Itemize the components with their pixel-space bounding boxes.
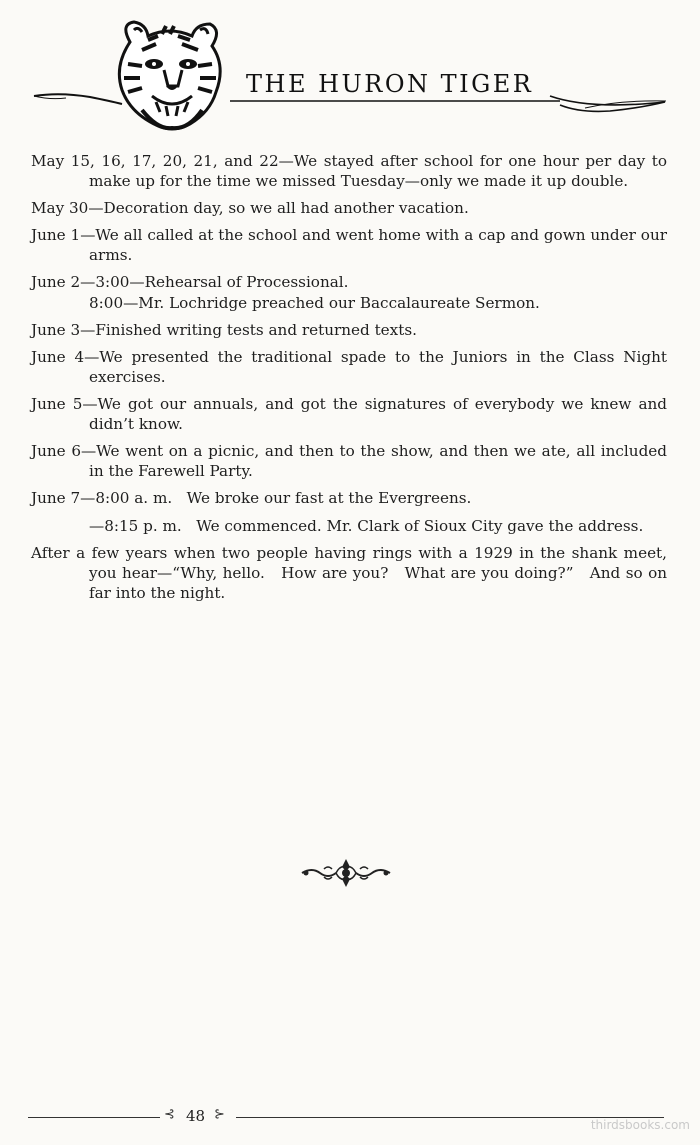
diary-entry: June 6—We went on a picnic, and then to the show, and then we ate, all included in the Farewell Party. (31, 442, 667, 480)
diary-entry-continuation: 8:00—Mr. Lochridge preached our Baccalaureate Sermon. (89, 294, 540, 312)
diary-entry: June 1—We all called at the school and went home with a cap and gown under our arms. (31, 226, 667, 264)
footer-rule-left (28, 1117, 160, 1118)
diary-entry: June 5—We got our annuals, and got the signatures of everybody we knew and didn’t know. (31, 395, 667, 433)
diary-entry: June 7—8:00 a. m. We broke our fast at the Evergreens. (31, 489, 472, 507)
watermark: thirdsbooks.com (590, 1118, 690, 1132)
diary-entries (31, 151, 672, 610)
footer-flourish-right-icon: ⊱ (214, 1107, 225, 1122)
diary-entry: May 30—Decoration day, so we all had another vacation. (31, 199, 469, 217)
diary-entry: June 3—Finished writing tests and returned texts. (31, 321, 417, 339)
diary-entry: June 2—3:00—Rehearsal of Processional. (31, 273, 349, 291)
footer-flourish-left-icon: ⊰ (164, 1107, 175, 1122)
diary-entry: May 15, 16, 17, 20, 21, and 22—We stayed after school for one hour per day to make up for the time we missed Tuesday—only we made it up double. (31, 152, 667, 190)
diary-entry: June 4—We presented the traditional spade to the Juniors in the Class Night exercises. (31, 348, 667, 386)
page-header (0, 0, 700, 145)
diary-entry-continuation: —8:15 p. m. We commenced. Mr. Clark of Sioux City gave the address. (89, 517, 644, 535)
decorative-ornament-icon (298, 855, 394, 891)
page-title: THE HURON TIGER (246, 70, 534, 98)
page-number: 48 (186, 1107, 206, 1125)
diary-entry: After a few years when two people having rings with a 1929 in the shank meet, you hear—“Why, hello. How are you? What are you doing?” And so on far into the night. (31, 544, 672, 602)
